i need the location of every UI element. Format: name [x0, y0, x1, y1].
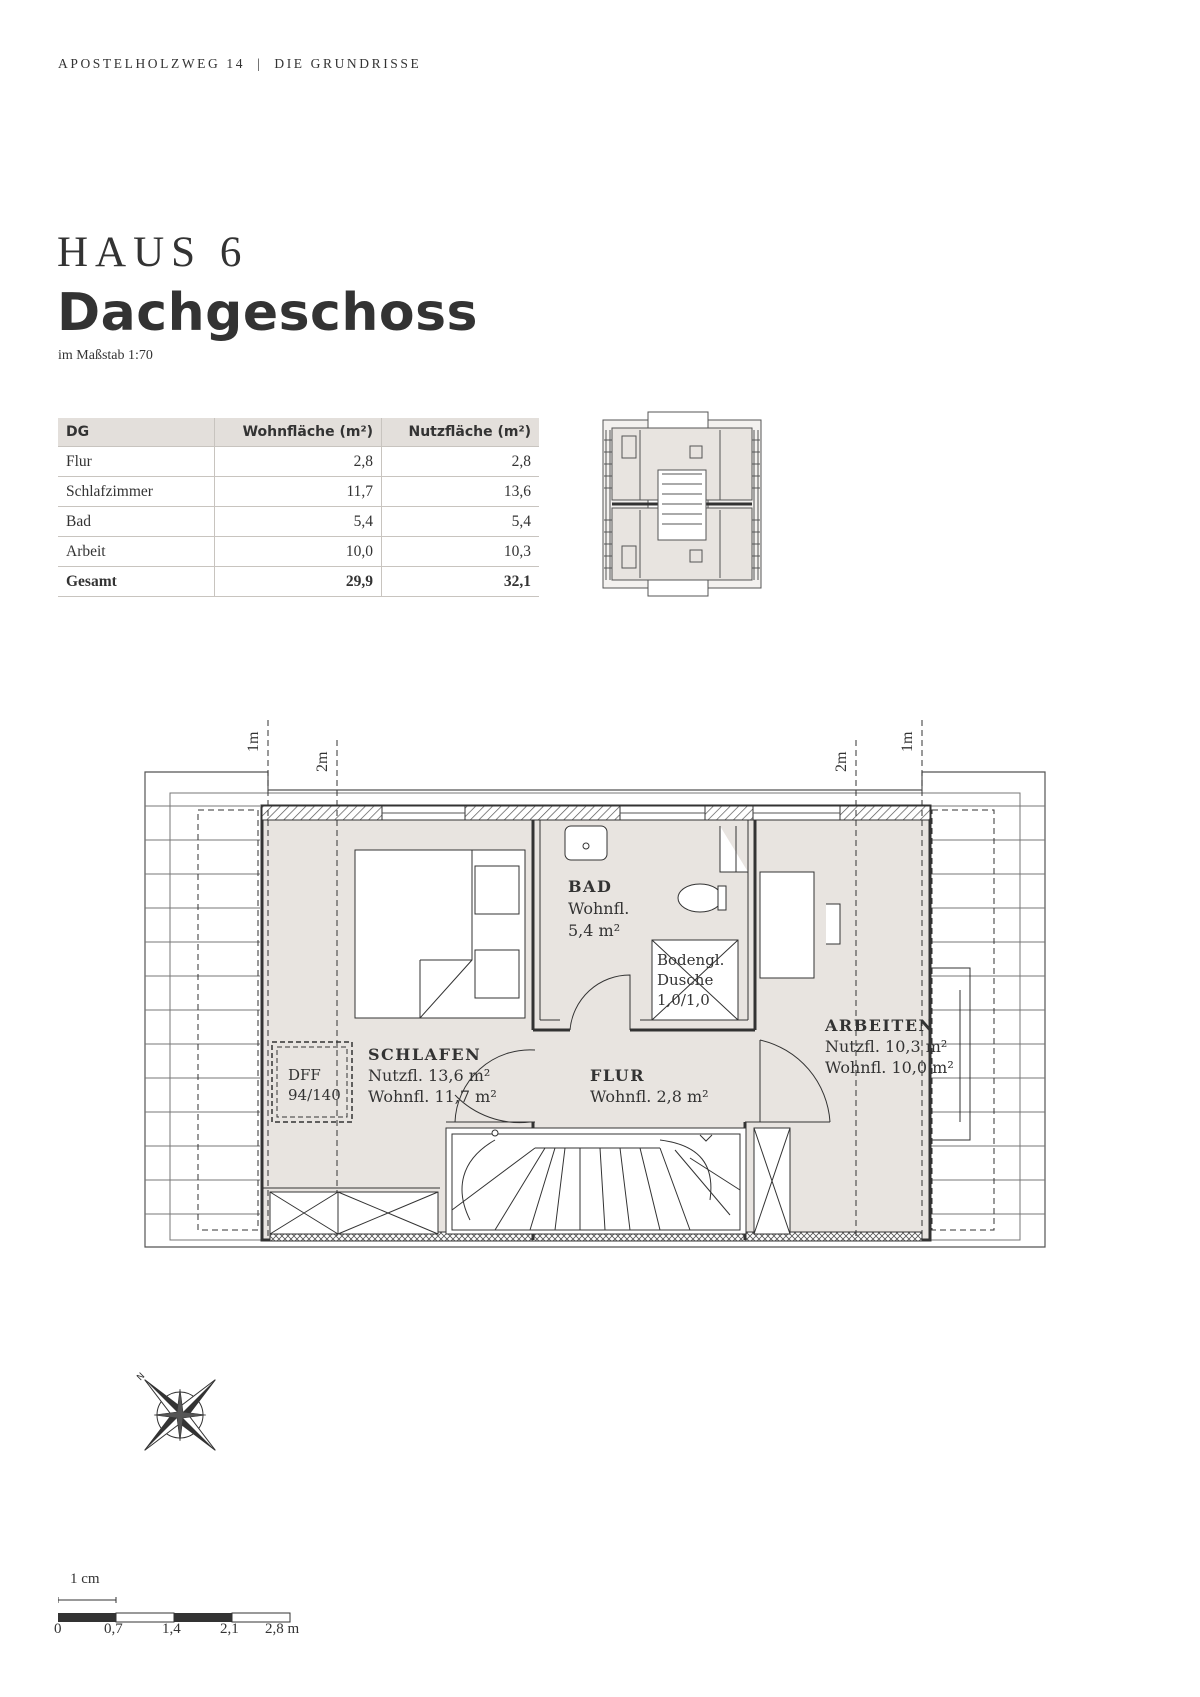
floor-title: Dachgeschoss [57, 283, 479, 343]
wohn-value: 5,4 [215, 507, 382, 537]
total-nutz: 32,1 [382, 567, 539, 597]
scale-tick-0: 0 [54, 1621, 62, 1637]
wohn-value: 2,8 [215, 447, 382, 477]
scale-tick-3: 2,1 [220, 1621, 239, 1637]
total-wohn: 29,9 [215, 567, 382, 597]
dff-line2: 94/140 [288, 1086, 341, 1104]
house-title: HAUS 6 [57, 229, 249, 276]
scale-unit-label: 1 cm [70, 1571, 100, 1587]
svg-text:N: N [135, 1371, 148, 1384]
room-name: Flur [58, 447, 215, 477]
col-nutzflaeche: Nutzfläche (m²) [382, 418, 539, 447]
scale-tick-1: 0,7 [104, 1621, 123, 1637]
dim-left-1m: 1m [245, 731, 262, 752]
dusche-line1: Bodengl. [657, 951, 725, 969]
dusche-line3: 1,0/1,0 [657, 991, 710, 1009]
total-label: Gesamt [58, 567, 215, 597]
bad-name: BAD [568, 877, 613, 896]
arbeiten-wohn: Wohnfl. 10,0 m² [825, 1058, 954, 1077]
compass-icon [103, 1338, 251, 1486]
nutz-value: 10,3 [382, 537, 539, 567]
scale-tick-4: 2,8 m [265, 1621, 300, 1637]
dff-line1: DFF [288, 1066, 321, 1084]
nutz-value: 2,8 [382, 447, 539, 477]
scale-note: im Maßstab 1:70 [58, 348, 153, 363]
dim-left-2m: 2m [314, 751, 331, 772]
bad-line1: Wohnfl. [568, 899, 630, 918]
schlafen-nutz: Nutzfl. 13,6 m² [368, 1066, 491, 1085]
project-name: APOSTELHOLZWEG 14 [58, 56, 246, 71]
arbeiten-name: ARBEITEN [825, 1016, 935, 1035]
room-name: Bad [58, 507, 215, 537]
bad-line2: 5,4 m² [568, 921, 621, 940]
nutz-value: 5,4 [382, 507, 539, 537]
schlafen-name: SCHLAFEN [368, 1045, 482, 1064]
dim-right-1m: 1m [899, 731, 916, 752]
col-floor: DG [58, 418, 215, 447]
header-separator: | [257, 56, 263, 71]
wohn-value: 10,0 [215, 537, 382, 567]
section-name: DIE GRUNDRISSE [274, 56, 422, 71]
flur-name: FLUR [590, 1066, 645, 1085]
room-name: Schlafzimmer [58, 477, 215, 507]
nutz-value: 13,6 [382, 477, 539, 507]
key-plan-thumbnail [603, 412, 761, 596]
col-wohnflaeche: Wohnfläche (m²) [215, 418, 382, 447]
main-floor-plan [145, 720, 1045, 1247]
room-name: Arbeit [58, 537, 215, 567]
arbeiten-nutz: Nutzfl. 10,3 m² [825, 1037, 948, 1056]
dim-right-2m: 2m [833, 751, 850, 772]
schlafen-wohn: Wohnfl. 11,7 m² [368, 1087, 497, 1106]
wohn-value: 11,7 [215, 477, 382, 507]
flur-wohn: Wohnfl. 2,8 m² [590, 1087, 709, 1106]
dusche-line2: Dusche [657, 971, 714, 989]
scale-bar [54, 1571, 318, 1641]
scale-tick-2: 1,4 [162, 1621, 181, 1637]
